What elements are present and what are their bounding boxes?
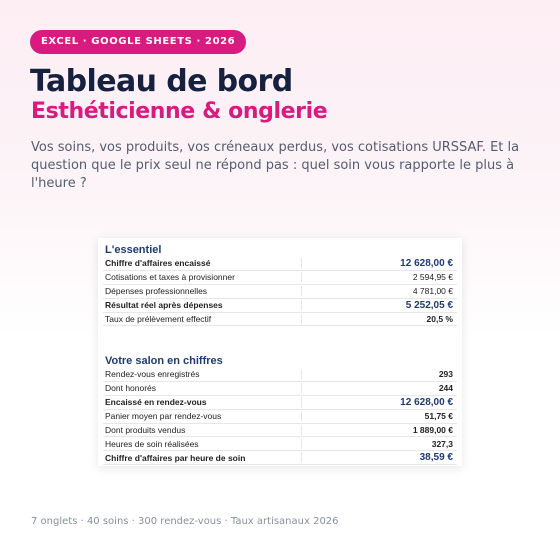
row-label: Heures de soin réalisées [105, 438, 199, 449]
row-label: Panier moyen par rendez-vous [105, 411, 222, 422]
table-row [103, 271, 457, 285]
row-value: 20,5 % [301, 314, 457, 324]
row-label: Dépenses professionnelles [105, 286, 208, 297]
page-subtitle: Esthéticienne & onglerie [31, 99, 328, 124]
table-row [103, 313, 457, 327]
table-row [103, 368, 457, 382]
table-row [103, 437, 457, 451]
table-row [103, 257, 457, 271]
table-row [103, 285, 457, 299]
row-label: Dont produits vendus [105, 425, 186, 435]
spreadsheet-preview [98, 238, 462, 466]
row-value: 327,3 [301, 439, 457, 449]
row-value: 38,59 € [301, 452, 457, 463]
table-row [103, 424, 457, 438]
salon-table [103, 368, 457, 465]
row-label: Taux de prélèvement effectif [105, 314, 212, 324]
intro-paragraph: Vos soins, vos produits, vos créneaux perdus, vos cotisations URSSAF. Et la question que le prix seul ne répond pas : quel soin vous rapporte le plus à l'heure ? [31, 140, 520, 191]
row-value: 51,75 € [301, 411, 457, 421]
row-value: 12 628,00 € [301, 397, 457, 408]
row-value: 244 [301, 383, 457, 393]
row-label: Cotisations et taxes à provisionner [105, 272, 235, 283]
row-label: Rendez-vous enregistrés [105, 369, 200, 380]
page-title: Tableau de bord [30, 64, 293, 99]
row-value: 1 889,00 € [301, 425, 457, 435]
table-row [103, 396, 457, 410]
section-title-salon: Votre salon en chiffres [105, 355, 223, 367]
row-label: Résultat réel après dépenses [105, 300, 223, 311]
footer-summary: 7 onglets · 40 soins · 300 rendez-vous · Taux artisanaux 2026 [31, 516, 339, 527]
row-value: 2 594,95 € [301, 272, 457, 282]
table-row [103, 410, 457, 424]
table-row [103, 382, 457, 396]
row-label: Dont honorés [105, 383, 157, 394]
row-label: Chiffre d'affaires encaissé [105, 258, 211, 269]
row-label: Chiffre d'affaires par heure de soin [105, 452, 246, 463]
table-row [103, 299, 457, 313]
row-label: Encaissé en rendez-vous [105, 397, 207, 408]
section-title-essentiel: L'essentiel [105, 244, 162, 256]
row-value: 5 252,05 € [301, 300, 457, 311]
table-row [103, 451, 457, 465]
essentiel-table [103, 257, 457, 326]
row-value: 4 781,00 € [301, 286, 457, 296]
row-value: 293 [301, 369, 457, 379]
category-badge: EXCEL · GOOGLE SHEETS · 2026 [30, 30, 246, 54]
row-value: 12 628,00 € [301, 258, 457, 269]
